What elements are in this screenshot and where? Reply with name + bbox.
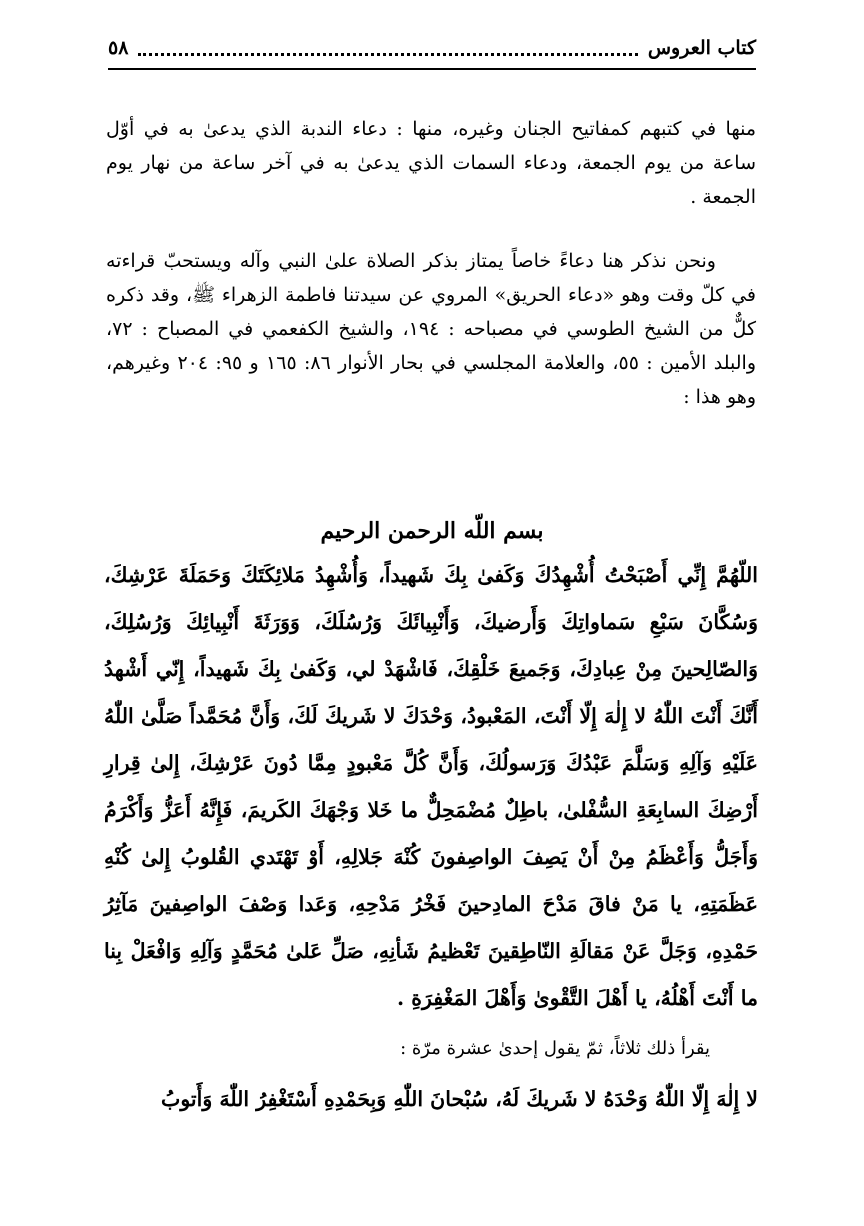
basmala-heading: بسم اللّه الرحمن الرحيم (320, 518, 544, 544)
dua-text: اللّهُمَّ إِنِّي أَصْبَحْتُ أُشْهِدُكَ وَكَفىٰ بِكَ شَهيداً، وَأُشْهِدُ مَلائِكَتَكَ وَحَمَلَةَ عَرْشِكَ، وَسُكَّانَ سَبْعِ سَماواتِكَ وَأَرضيكَ، وَأَنْبِيائَكَ وَرُسُلَكَ، وَوَرَثَةَ أَنْبِيائِكَ وَرُسُلِكَ، وَالصّالِحينَ مِنْ عِبادِكَ، وَجَميعَ خَلْقِكَ، فَاشْهَدْ لي، وَكَفىٰ بِكَ شَهيداً، إِنّي أَشْهدُ أَنَّكَ أَنْتَ اللّٰهُ لا إِلٰهَ إِلّا أَنْتَ، المَعْبودُ، وَحْدَكَ لا شَريكَ لَكَ، وَأَنَّ مُحَمَّداً صَلَّىٰ اللّٰهُ عَلَيْهِ وَآلِهِ وَسَلَّمَ عَبْدُكَ وَرَسولُكَ، وَأَنَّ كُلَّ مَعْبودٍ مِمَّا دُونَ عَرْشِكَ، إِلىٰ قِرارِ أَرْضِكَ السابِعَةِ السُّفْلىٰ، باطِلٌ مُضْمَحِلٌّ ما خَلا وَجْهَكَ الكَريمَ، فَإِنَّهُ أَعَزُّ وَأَكْرَمُ وَأَجَلُّ وَأَعْظَمُ مِنْ أَنْ يَصِفَ الواصِفونَ كُنْهَ جَلالِهِ، أَوْ تَهْتَدي القُلوبُ إِلىٰ كُنْهِ عَظَمَتِهِ، يا مَنْ فاقَ مَدْحَ المادِحينَ فَخْرُ مَدْحِهِ، وَعَدا وَصْفَ الواصِفينَ مَآثِرُ حَمْدِهِ، وَجَلَّ عَنْ مَقالَةِ النّاطِقينَ تَعْظيمُ شَأنِهِ، صَلِّ عَلىٰ مُحَمَّدٍ وَآلِهِ وَافْعَلْ بِنا ما أَنْتَ أَهْلُهُ، يا أَهْلَ التَّقْوىٰ وَأَهْلَ المَغْفِرَةِ . (104, 563, 758, 1010)
tahlil-line: لا إِلٰهَ إِلّا اللّٰهُ وَحْدَهُ لا شَريكَ لَهُ، سُبْحانَ اللّٰهِ وَبِحَمْدِهِ أَسْتَغْفِرُ اللّٰهَ وَأَتوبُ (161, 1087, 758, 1111)
page-header (108, 28, 756, 70)
recitation-instruction: يقرأ ذلك ثلاثاً، ثمّ يقول إحدىٰ عشرة مرّة : (400, 1038, 710, 1059)
header-leader-dots (138, 41, 637, 56)
sources-paragraph: ونحن نذكر هنا دعاءً خاصاً يمتاز بذكر الصلاة علىٰ النبي وآله ويستحبّ قراءته في كلّ وقت وهو «دعاء الحريق» المروي عن سيدتنا فاطمة الزهراء ﷺ، وقد ذكره كلٌّ من الشيخ الطوسي في مصباحه : ١٩٤، والشيخ الكفعمي في المصباح : ٧٢، والبلد الأمين : ٥٥، والعلامة المجلسي في بحار الأنوار ٨٦: ١٦٥ و ٩٥: ٢٠٤ وغيرهم، وهو هذا : (106, 250, 756, 408)
book-title: كتاب العروس (647, 37, 756, 59)
intro-paragraph: منها في كتبهم كمفاتيح الجنان وغيره، منها : دعاء الندبة الذي يدعىٰ به في أوّل ساعة من يوم الجمعة، ودعاء السمات الذي يدعىٰ به في آخر ساعة من نهار يوم الجمعة . (106, 118, 756, 208)
page-number: ٥٨ (108, 37, 129, 59)
